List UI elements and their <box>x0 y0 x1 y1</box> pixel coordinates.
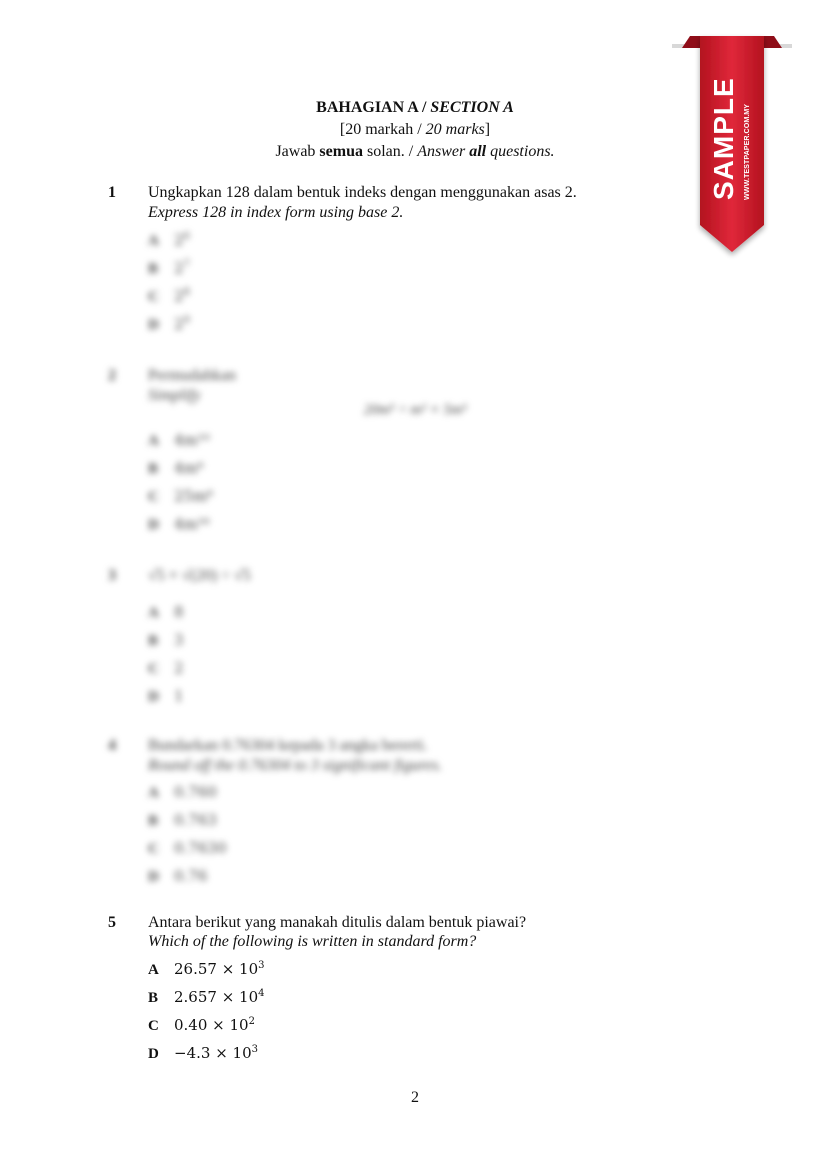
option-exponent: 8 <box>183 287 190 298</box>
option-c[interactable] <box>148 286 190 307</box>
option-value: 8 <box>174 603 184 621</box>
option-a[interactable] <box>148 782 217 803</box>
question-text-en: Express 128 in index form using base 2. <box>148 204 404 221</box>
ribbon-fold-left <box>682 36 700 48</box>
option-label: D <box>148 869 159 885</box>
option-label: D <box>148 1046 159 1062</box>
option-value: 25m⁶ <box>174 487 214 505</box>
section-title-ms: BAHAGIAN A / <box>316 99 427 116</box>
option-value: 1 <box>174 687 184 705</box>
option-a[interactable] <box>148 959 265 980</box>
option-label: C <box>148 1018 159 1034</box>
option-value: 0.76 <box>174 867 208 885</box>
instr-part: solan. / <box>362 143 418 160</box>
option-mantissa: 26.57 × 10 <box>174 960 259 978</box>
option-label: B <box>148 813 159 829</box>
option-value: 0.763 <box>174 811 217 829</box>
option-label: C <box>148 841 159 857</box>
option-d[interactable] <box>148 514 210 535</box>
option-base: 2 <box>174 315 184 333</box>
option-mantissa: −4.3 × 10 <box>174 1044 252 1062</box>
question-text-ms: Bundarkan 0.76304 kepada 3 angka bererti. <box>148 737 428 754</box>
question-text-en: Which of the following is written in standard form? <box>148 933 477 950</box>
instr-part: Jawab <box>275 143 320 160</box>
question-number: 4 <box>108 737 116 754</box>
question-number: 5 <box>108 914 116 931</box>
question-number: 1 <box>108 184 116 201</box>
option-label: A <box>148 785 159 801</box>
question-expression: 20m⁵ ÷ m² × 5m³ <box>363 402 467 418</box>
ribbon-fold-right <box>764 36 782 48</box>
page-number: 2 <box>411 1089 419 1106</box>
question-number: 3 <box>108 567 116 584</box>
ribbon-title: SAMPLE <box>708 77 739 200</box>
question-text-en: Round off the 0.76304 to 3 significant figures. <box>148 757 443 774</box>
option-label: B <box>148 261 159 277</box>
option-label: B <box>148 633 159 649</box>
ribbon-url: WWW.TESTPAPER.COM.MY <box>742 103 751 200</box>
option-base: 2 <box>174 287 184 305</box>
sample-ribbon <box>672 30 792 260</box>
option-d[interactable] <box>148 1043 258 1064</box>
option-value: 4m¹⁰ <box>174 431 210 449</box>
option-label: C <box>148 289 159 305</box>
option-exponent: 6 <box>183 231 190 242</box>
option-label: D <box>148 317 159 333</box>
option-mantissa: 2.657 × 10 <box>174 988 259 1006</box>
marks-prefix: [20 markah / <box>339 121 426 138</box>
option-label: C <box>148 661 159 677</box>
option-a[interactable] <box>148 602 184 623</box>
option-label: C <box>148 489 159 505</box>
option-exponent: 7 <box>183 259 190 270</box>
option-b[interactable] <box>148 810 217 831</box>
question-text-en: Simplify <box>148 387 201 404</box>
option-label: A <box>148 233 159 249</box>
instr-en-bold: all <box>469 143 487 160</box>
option-label: B <box>148 990 159 1006</box>
option-c[interactable] <box>148 658 184 679</box>
option-c[interactable] <box>148 486 213 507</box>
option-d[interactable] <box>148 314 190 335</box>
question-text-ms: Permudahkan <box>148 367 236 384</box>
question-expression: √5 × √(20) ÷ √5 <box>148 567 251 584</box>
option-exponent: 3 <box>251 1044 258 1055</box>
option-label: A <box>148 605 159 621</box>
option-value: 3 <box>174 631 184 649</box>
option-value: 0.7630 <box>174 839 227 857</box>
option-c[interactable] <box>148 838 227 859</box>
option-value: 2 <box>174 659 184 677</box>
section-title-en: SECTION A <box>430 99 514 116</box>
option-value: 0.760 <box>174 783 217 801</box>
question-number: 2 <box>108 367 116 384</box>
option-base: 2 <box>174 259 184 277</box>
option-label: B <box>148 461 159 477</box>
instr-bold: semua <box>319 143 363 160</box>
option-mantissa: 0.40 × 10 <box>174 1016 249 1034</box>
option-value: 4m⁶ <box>174 459 204 477</box>
option-a[interactable] <box>148 230 190 251</box>
instr-en-part: Answer <box>417 143 470 160</box>
option-c[interactable] <box>148 1015 255 1036</box>
option-label: D <box>148 517 159 533</box>
option-b[interactable] <box>148 987 265 1008</box>
instr-en-part: questions. <box>486 143 555 160</box>
option-exponent: 2 <box>248 1016 255 1027</box>
option-exponent: 9 <box>183 315 190 326</box>
option-label: D <box>148 689 159 705</box>
option-d[interactable] <box>148 866 207 887</box>
marks-suffix: ] <box>484 121 491 138</box>
question-text-ms: Antara berikut yang manakah ditulis dalam bentuk piawai? <box>148 914 527 931</box>
marks-en: 20 marks <box>425 121 485 138</box>
option-exponent: 4 <box>258 988 265 999</box>
option-value: 4m¹⁶ <box>174 515 210 533</box>
option-b[interactable] <box>148 258 190 279</box>
option-b[interactable] <box>148 630 184 651</box>
option-label: A <box>148 433 159 449</box>
option-exponent: 3 <box>258 960 265 971</box>
option-d[interactable] <box>148 686 184 707</box>
option-base: 2 <box>174 231 184 249</box>
option-label: A <box>148 962 159 978</box>
option-b[interactable] <box>148 458 204 479</box>
option-a[interactable] <box>148 430 210 451</box>
question-text-ms: Ungkapkan 128 dalam bentuk indeks dengan menggunakan asas 2. <box>148 184 577 201</box>
